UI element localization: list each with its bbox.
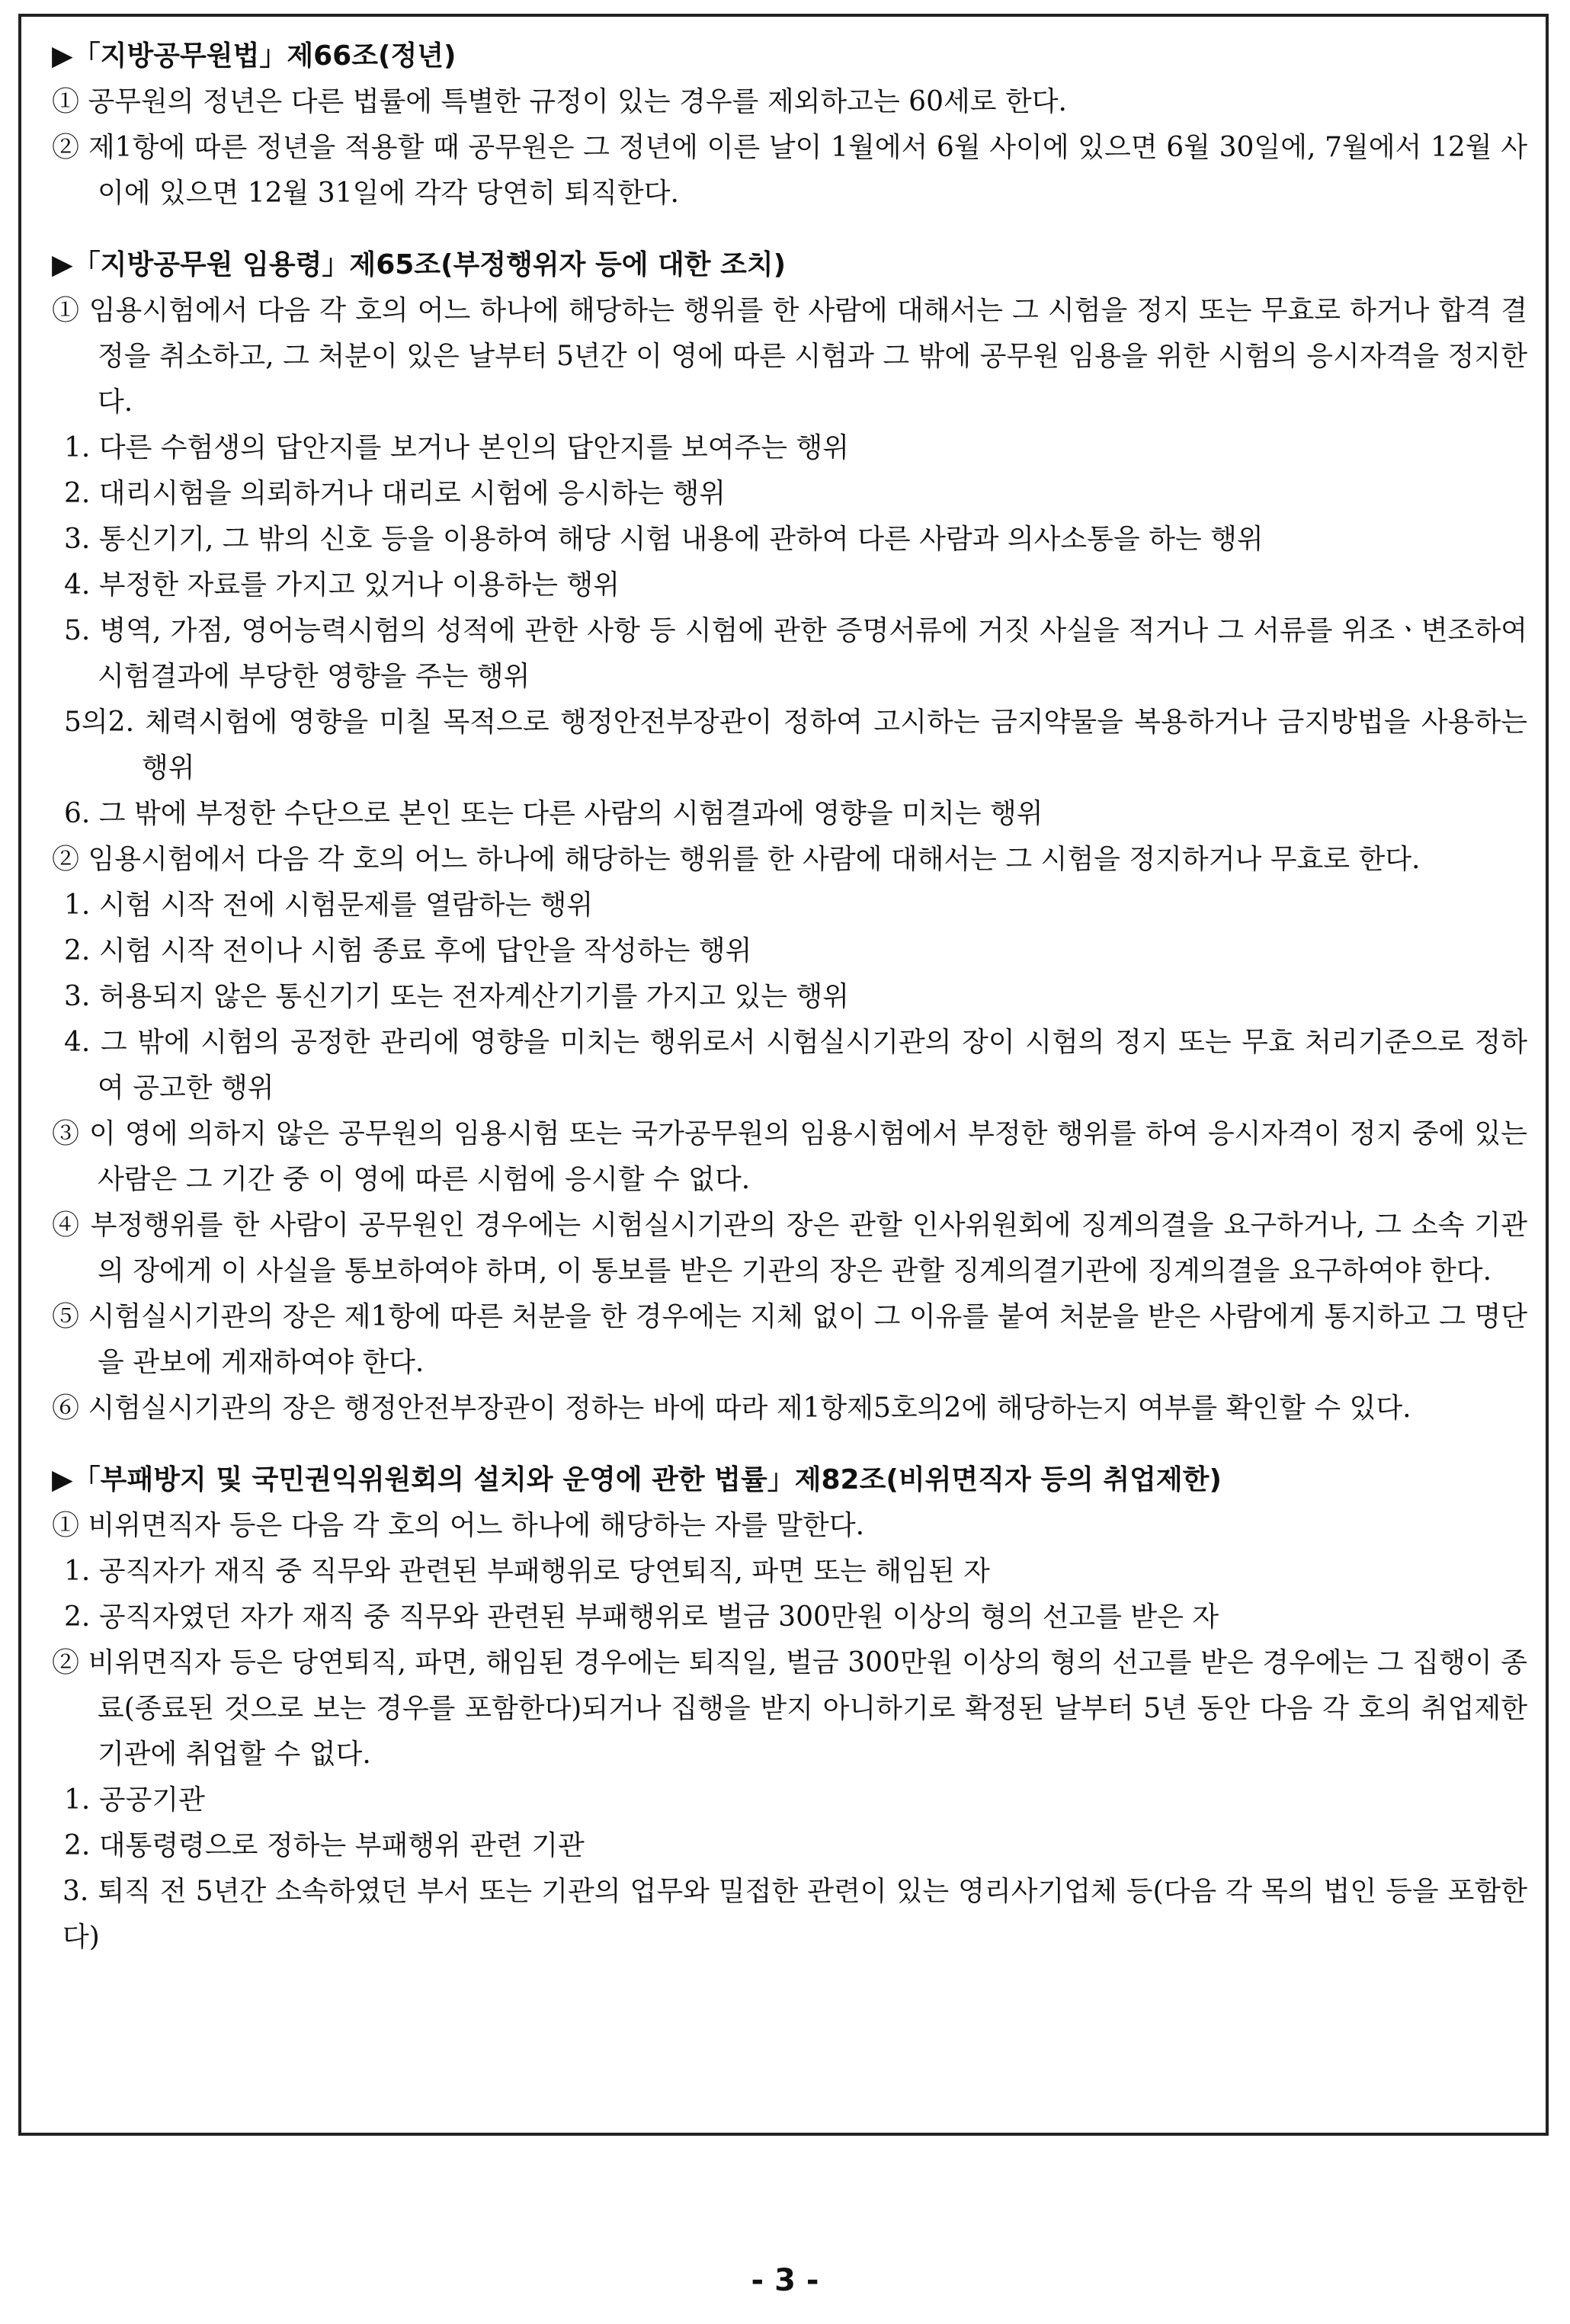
paragraph: ⑤ 시험실시기관의 장은 제1항에 따른 처분을 한 경우에는 지체 없이 그 이유를 붙여 처분을 받은 사람에게 통지하고 그 명단을 관보에 게재하여야 한다. bbox=[52, 1301, 1527, 1378]
list-item: 1. 공공기관 bbox=[64, 1784, 205, 1816]
paragraph: ① 공무원의 정년은 다른 법률에 특별한 규정이 있는 경우를 제외하고는 60세로 한다. bbox=[52, 86, 1067, 117]
paragraph: ② 비위면직자 등은 당연퇴직, 파면, 해임된 경우에는 퇴직일, 벌금 300만원 이상의 형의 선고를 받은 경우에는 그 집행이 종료(종료된 것으로 보는 경우를 포함한다)되거나 집행을 받지 아니하기로 확정된 날부터 5년 동안 다음 각 호의 취업제한기관에 취업할 수 없다. bbox=[52, 1647, 1527, 1770]
list-item: 1. 다른 수험생의 답안지를 보거나 본인의 답안지를 보여주는 행위 bbox=[64, 432, 850, 463]
paragraph: ② 임용시험에서 다음 각 호의 어느 하나에 해당하는 행위를 한 사람에 대해서는 그 시험을 정지하거나 무효로 한다. bbox=[52, 844, 1421, 875]
paragraph: ① 임용시험에서 다음 각 호의 어느 하나에 해당하는 행위를 한 사람에 대해서는 그 시험을 정지 또는 무효로 하거나 합격 결정을 취소하고, 그 처분이 있은 날부터 5년간 이 영에 따른 시험과 그 밖에 공무원 임용을 위한 시험의 응시자격을 정지한다. bbox=[52, 295, 1527, 418]
list-item: 1. 시험 시작 전에 시험문제를 열람하는 행위 bbox=[64, 890, 594, 921]
section-local-public-officials-act-art66 bbox=[52, 34, 1527, 216]
list-item: 2. 대리시험을 의뢰하거나 대리로 시험에 응시하는 행위 bbox=[64, 478, 726, 509]
paragraph: ③ 이 영에 의하지 않은 공무원의 임용시험 또는 국가공무원의 임용시험에서 부정한 행위를 하여 응시자격이 정지 중에 있는 사람은 그 기간 중 이 영에 따른 시험에 응시할 수 없다. bbox=[52, 1118, 1527, 1195]
section-anti-corruption-act-art82 bbox=[52, 1457, 1527, 1960]
list-item: 3. 통신기기, 그 밖의 신호 등을 이용하여 해당 시험 내용에 관하여 다른 사람과 의사소통을 하는 행위 bbox=[64, 524, 1264, 555]
list-item: 2. 공직자였던 자가 재직 중 직무와 관련된 부패행위로 벌금 300만원 이상의 형의 선고를 받은 자 bbox=[64, 1601, 1219, 1633]
section-heading: ▶「부패방지 및 국민권익위원회의 설치와 운영에 관한 법률」제82조(비위면직자 등의 취업제한) bbox=[52, 1464, 1222, 1495]
paragraph: ① 비위면직자 등은 다음 각 호의 어느 하나에 해당하는 자를 말한다. bbox=[52, 1510, 865, 1541]
list-item: 2. 시험 시작 전이나 시험 종료 후에 답안을 작성하는 행위 bbox=[64, 935, 752, 966]
list-item: 3. 퇴직 전 5년간 소속하였던 부서 또는 기관의 업무와 밀접한 관련이 있는 영리사기업체 등(다음 각 목의 법인 등을 포함한다) bbox=[62, 1876, 1528, 1953]
list-item: 5의2. 체력시험에 영향을 미칠 목적으로 행정안전부장관이 정하여 고시하는 금지약물을 복용하거나 금지방법을 사용하는 행위 bbox=[64, 707, 1527, 784]
page-number: - 3 - bbox=[751, 2263, 819, 2298]
list-item: 3. 허용되지 않은 통신기기 또는 전자계산기기를 가지고 있는 행위 bbox=[64, 981, 850, 1012]
list-item: 4. 부정한 자료를 가지고 있거나 이용하는 행위 bbox=[64, 569, 620, 601]
list-item: 5. 병역, 가점, 영어능력시험의 성적에 관한 사항 등 시험에 관한 증명서류에 거짓 사실을 적거나 그 서류를 위조ㆍ변조하여 시험결과에 부당한 영향을 주는 행위 bbox=[64, 615, 1527, 692]
section-appointment-decree-art65 bbox=[52, 242, 1527, 1431]
list-item: 6. 그 밖에 부정한 수단으로 본인 또는 다른 사람의 시험결과에 영향을 미치는 행위 bbox=[64, 798, 1043, 829]
paragraph: ⑥ 시험실시기관의 장은 행정안전부장관이 정하는 바에 따라 제1항제5호의2에 해당하는지 여부를 확인할 수 있다. bbox=[52, 1393, 1411, 1424]
paragraph: ② 제1항에 따른 정년을 적용할 때 공무원은 그 정년에 이른 날이 1월에서 6월 사이에 있으면 6월 30일에, 7월에서 12월 사이에 있으면 12월 31일에 각각 당연히 퇴직한다. bbox=[52, 132, 1527, 209]
section-heading: ▶「지방공무원 임용령」제65조(부정행위자 등에 대한 조치) bbox=[52, 249, 787, 280]
paragraph: ④ 부정행위를 한 사람이 공무원인 경우에는 시험실시기관의 장은 관할 인사위원회에 징계의결을 요구하거나, 그 소속 기관의 장에게 이 사실을 통보하여야 하며, 이 통보를 받은 기관의 장은 관할 징계의결기관에 징계의결을 요구하여야 한다. bbox=[52, 1210, 1527, 1287]
list-item: 4. 그 밖에 시험의 공정한 관리에 영향을 미치는 행위로서 시험실시기관의 장이 시험의 정지 또는 무효 처리기준으로 정하여 공고한 행위 bbox=[64, 1027, 1527, 1104]
section-heading: ▶「지방공무원법」제66조(정년) bbox=[52, 40, 457, 72]
list-item: 1. 공직자가 재직 중 직무와 관련된 부패행위로 당연퇴직, 파면 또는 해임된 자 bbox=[64, 1556, 990, 1587]
list-item: 2. 대통령령으로 정하는 부패행위 관련 기관 bbox=[64, 1830, 585, 1861]
law-excerpt-box bbox=[18, 14, 1549, 2136]
